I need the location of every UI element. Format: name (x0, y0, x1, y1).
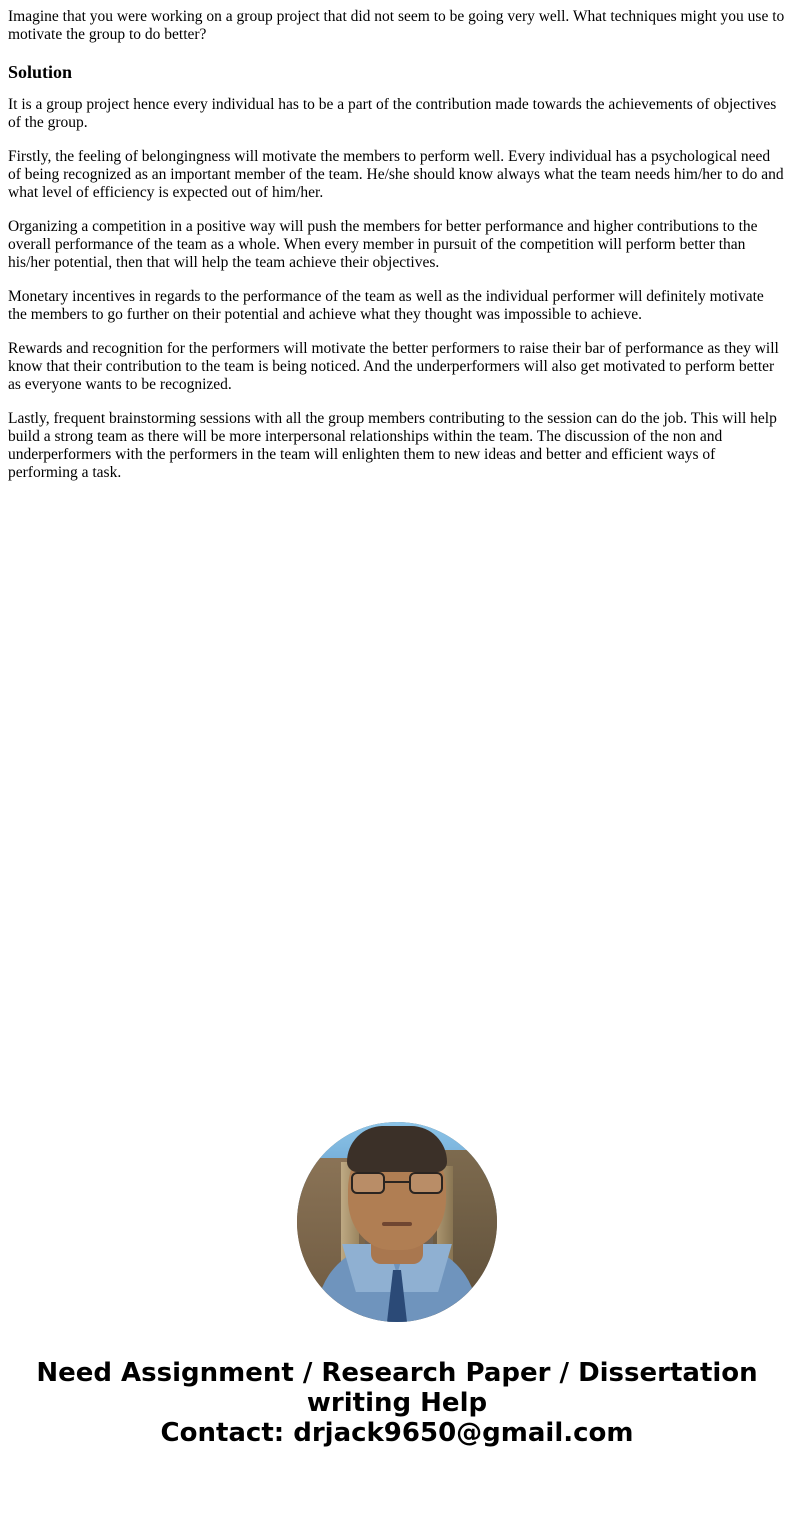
avatar-mouth (382, 1222, 412, 1226)
solution-paragraph-4: Monetary incentives in regards to the performance of the team as well as the individual performer will definitely motivate the members to go further on their potential and achieve what they thought was impossible to achieve. (8, 288, 764, 323)
avatar (297, 1122, 497, 1322)
avatar-lens-left (351, 1172, 385, 1194)
solution-paragraph-2: Firstly, the feeling of belongingness will motivate the members to perform well. Every individual has a psychological need of being recognized as an important member of the team. He/she should know always what the team needs him/her to do and what level of efficiency is expected out of him/her. (8, 148, 784, 201)
footer-contact[interactable]: Contact: drjack9650@gmail.com (160, 1418, 634, 1448)
solution-paragraph-3: Organizing a competition in a positive way will push the members for better performance and higher contributions to the overall performance of the team as a whole. When every member in pursuit of the competition will perform better than his/her potential, then that will help the team achieve their objectives. (8, 218, 758, 271)
avatar-glasses-bridge (385, 1181, 409, 1183)
solution-paragraph-6: Lastly, frequent brainstorming sessions with all the group members contributing to the session can do the job. This will help build a strong team as there will be more interpersonal relationships within the team. The discussion of the non and underperformers with the performers in the team will enlighten them to new ideas and better and efficient ways of performing a task. (8, 410, 777, 481)
solution-paragraph-1: It is a group project hence every individual has to be a part of the contribution made towards the achievements of objectives of the group. (8, 96, 777, 131)
page-title: Solution (8, 62, 73, 82)
footer-headline: Need Assignment / Research Paper / Dissertation writing Help (36, 1358, 758, 1418)
avatar-hair (347, 1126, 447, 1172)
footer-banner (8, 1358, 786, 1462)
page-whitespace (8, 498, 786, 1098)
avatar-lens-right (409, 1172, 443, 1194)
question-prompt: Imagine that you were working on a group project that did not seem to be going very well. What techniques might you use to motivate the group to do better? (8, 8, 785, 43)
glasses-icon (351, 1172, 443, 1194)
solution-paragraph-5: Rewards and recognition for the performers will motivate the better performers to raise their bar of performance as they will know that their contribution to the team is being noticed. And the underperformers will also get motivated to perform better as everyone wants to be recognized. (8, 340, 779, 393)
avatar-container (8, 1122, 786, 1322)
